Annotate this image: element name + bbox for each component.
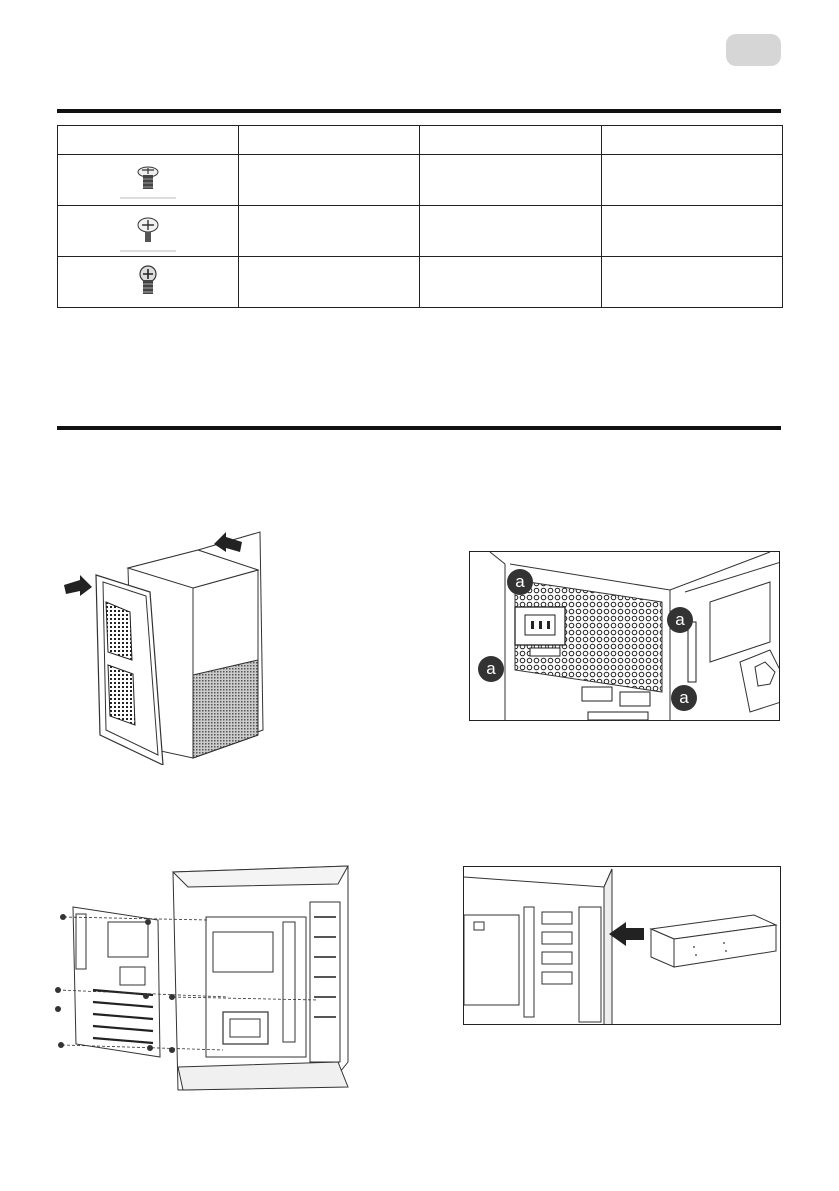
table-cell — [420, 257, 602, 308]
hex-head-screw-icon — [118, 260, 178, 304]
optical-drive — [651, 915, 776, 967]
table-cell — [602, 206, 783, 257]
callout-a-bottom-right — [671, 685, 697, 711]
motherboard-install-illustration — [48, 862, 358, 1092]
table-row — [58, 206, 783, 257]
pan-head-screw-icon — [118, 158, 178, 202]
callout-a-top-left — [507, 569, 533, 595]
table-cell — [602, 155, 783, 206]
table-header-cell — [420, 126, 602, 155]
svg-text:a: a — [515, 572, 525, 591]
dust-filter-illustration — [58, 530, 288, 765]
psu-rear-illustration — [469, 551, 780, 721]
table-header-cell — [239, 126, 420, 155]
svg-text:a: a — [679, 688, 689, 707]
table-cell — [239, 257, 420, 308]
screw-image-cell — [58, 155, 239, 206]
section-divider-bottom — [57, 426, 781, 430]
svg-text:a: a — [486, 659, 496, 678]
section-divider-top — [57, 109, 781, 113]
table-cell — [420, 155, 602, 206]
table-row — [58, 257, 783, 308]
table-cell — [239, 206, 420, 257]
drive-install-illustration — [463, 866, 781, 1025]
screw-image-cell — [58, 206, 239, 257]
screw-table — [57, 125, 783, 308]
arrow-left-icon — [609, 922, 644, 946]
flat-head-screw-icon — [118, 209, 178, 253]
screw-image-cell — [58, 257, 239, 308]
table-header-row — [58, 126, 783, 155]
page-number-badge — [726, 34, 781, 66]
callout-a-top-right — [667, 607, 693, 633]
table-header-cell — [602, 126, 783, 155]
table-header-cell — [58, 126, 239, 155]
table-cell — [239, 155, 420, 206]
svg-text:a: a — [675, 610, 685, 629]
table-cell — [420, 206, 602, 257]
arrow-right-icon — [64, 575, 92, 596]
table-cell — [602, 257, 783, 308]
table-row — [58, 155, 783, 206]
callout-a-bottom-left — [478, 656, 504, 682]
